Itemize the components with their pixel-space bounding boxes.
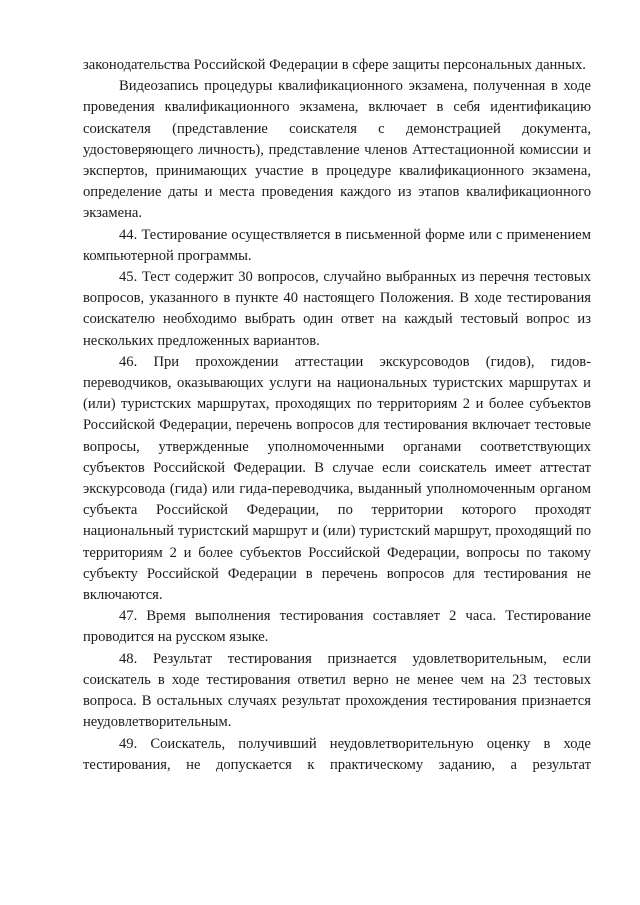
paragraph-49: 49. Соискатель, получивший неудовлетворительную оценку в ходе тестирования, не допускается к практическому заданию, а результат xyxy=(83,735,591,773)
document-page xyxy=(83,55,591,776)
paragraph-continuation: законодательства Российской Федерации в сфере защиты персональных данных. xyxy=(83,57,586,73)
paragraph-44: 44. Тестирование осуществляется в письменной форме или с применением компьютерной программы. xyxy=(83,226,591,264)
paragraph-48: 48. Результат тестирования признается удовлетворительным, если соискатель в ходе тестирования ответил верно не менее чем на 23 тестовых вопроса. В остальных случаях результат прохождения тестирования признается неудовлетворительным. xyxy=(83,650,591,731)
paragraph-46: 46. При прохождении аттестации экскурсоводов (гидов), гидов-переводчиков, оказывающих услуги на национальных туристских маршрутах и (или) туристских маршрутах, проходящих по территориям 2 и более субъектов Российской Федерации, перечень вопросов для тестирования включает тестовые вопросы, утвержденные уполномоченными органами соответствующих субъектов Российской Федерации. В случае если соискатель имеет аттестат экскурсовода (гида) или гида-переводчика, выданный уполномоченным органом субъекта Российской Федерации, по территории которого проходят национальный туристский маршрут и (или) туристский маршрут, проходящий по территориям 2 и более субъектов Российской Федерации, вопросы по такому субъекту Российской Федерации в перечень вопросов для тестирования не включаются. xyxy=(83,353,591,604)
paragraph-45: 45. Тест содержит 30 вопросов, случайно выбранных из перечня тестовых вопросов, указанного в пункте 40 настоящего Положения. В ходе тестирования соискателю необходимо выбрать один ответ на каждый тестовый вопрос из нескольких предложенных вариантов. xyxy=(83,269,591,349)
paragraph-video-recording: Видеозапись процедуры квалификационного экзамена, полученная в ходе проведения квалификационного экзамена, включает в себя идентификацию соискателя (представление соискателя с демонстрацией документа, удостоверяющего личность), представление членов Аттестационной комиссии и экспертов, принимающих участие в процедуре квалификационного экзамена, определение даты и места проведения каждого из этапов квалификационного экзамена. xyxy=(83,78,591,222)
paragraph-47: 47. Время выполнения тестирования составляет 2 часа. Тестирование проводится на русском языке. xyxy=(83,608,591,646)
